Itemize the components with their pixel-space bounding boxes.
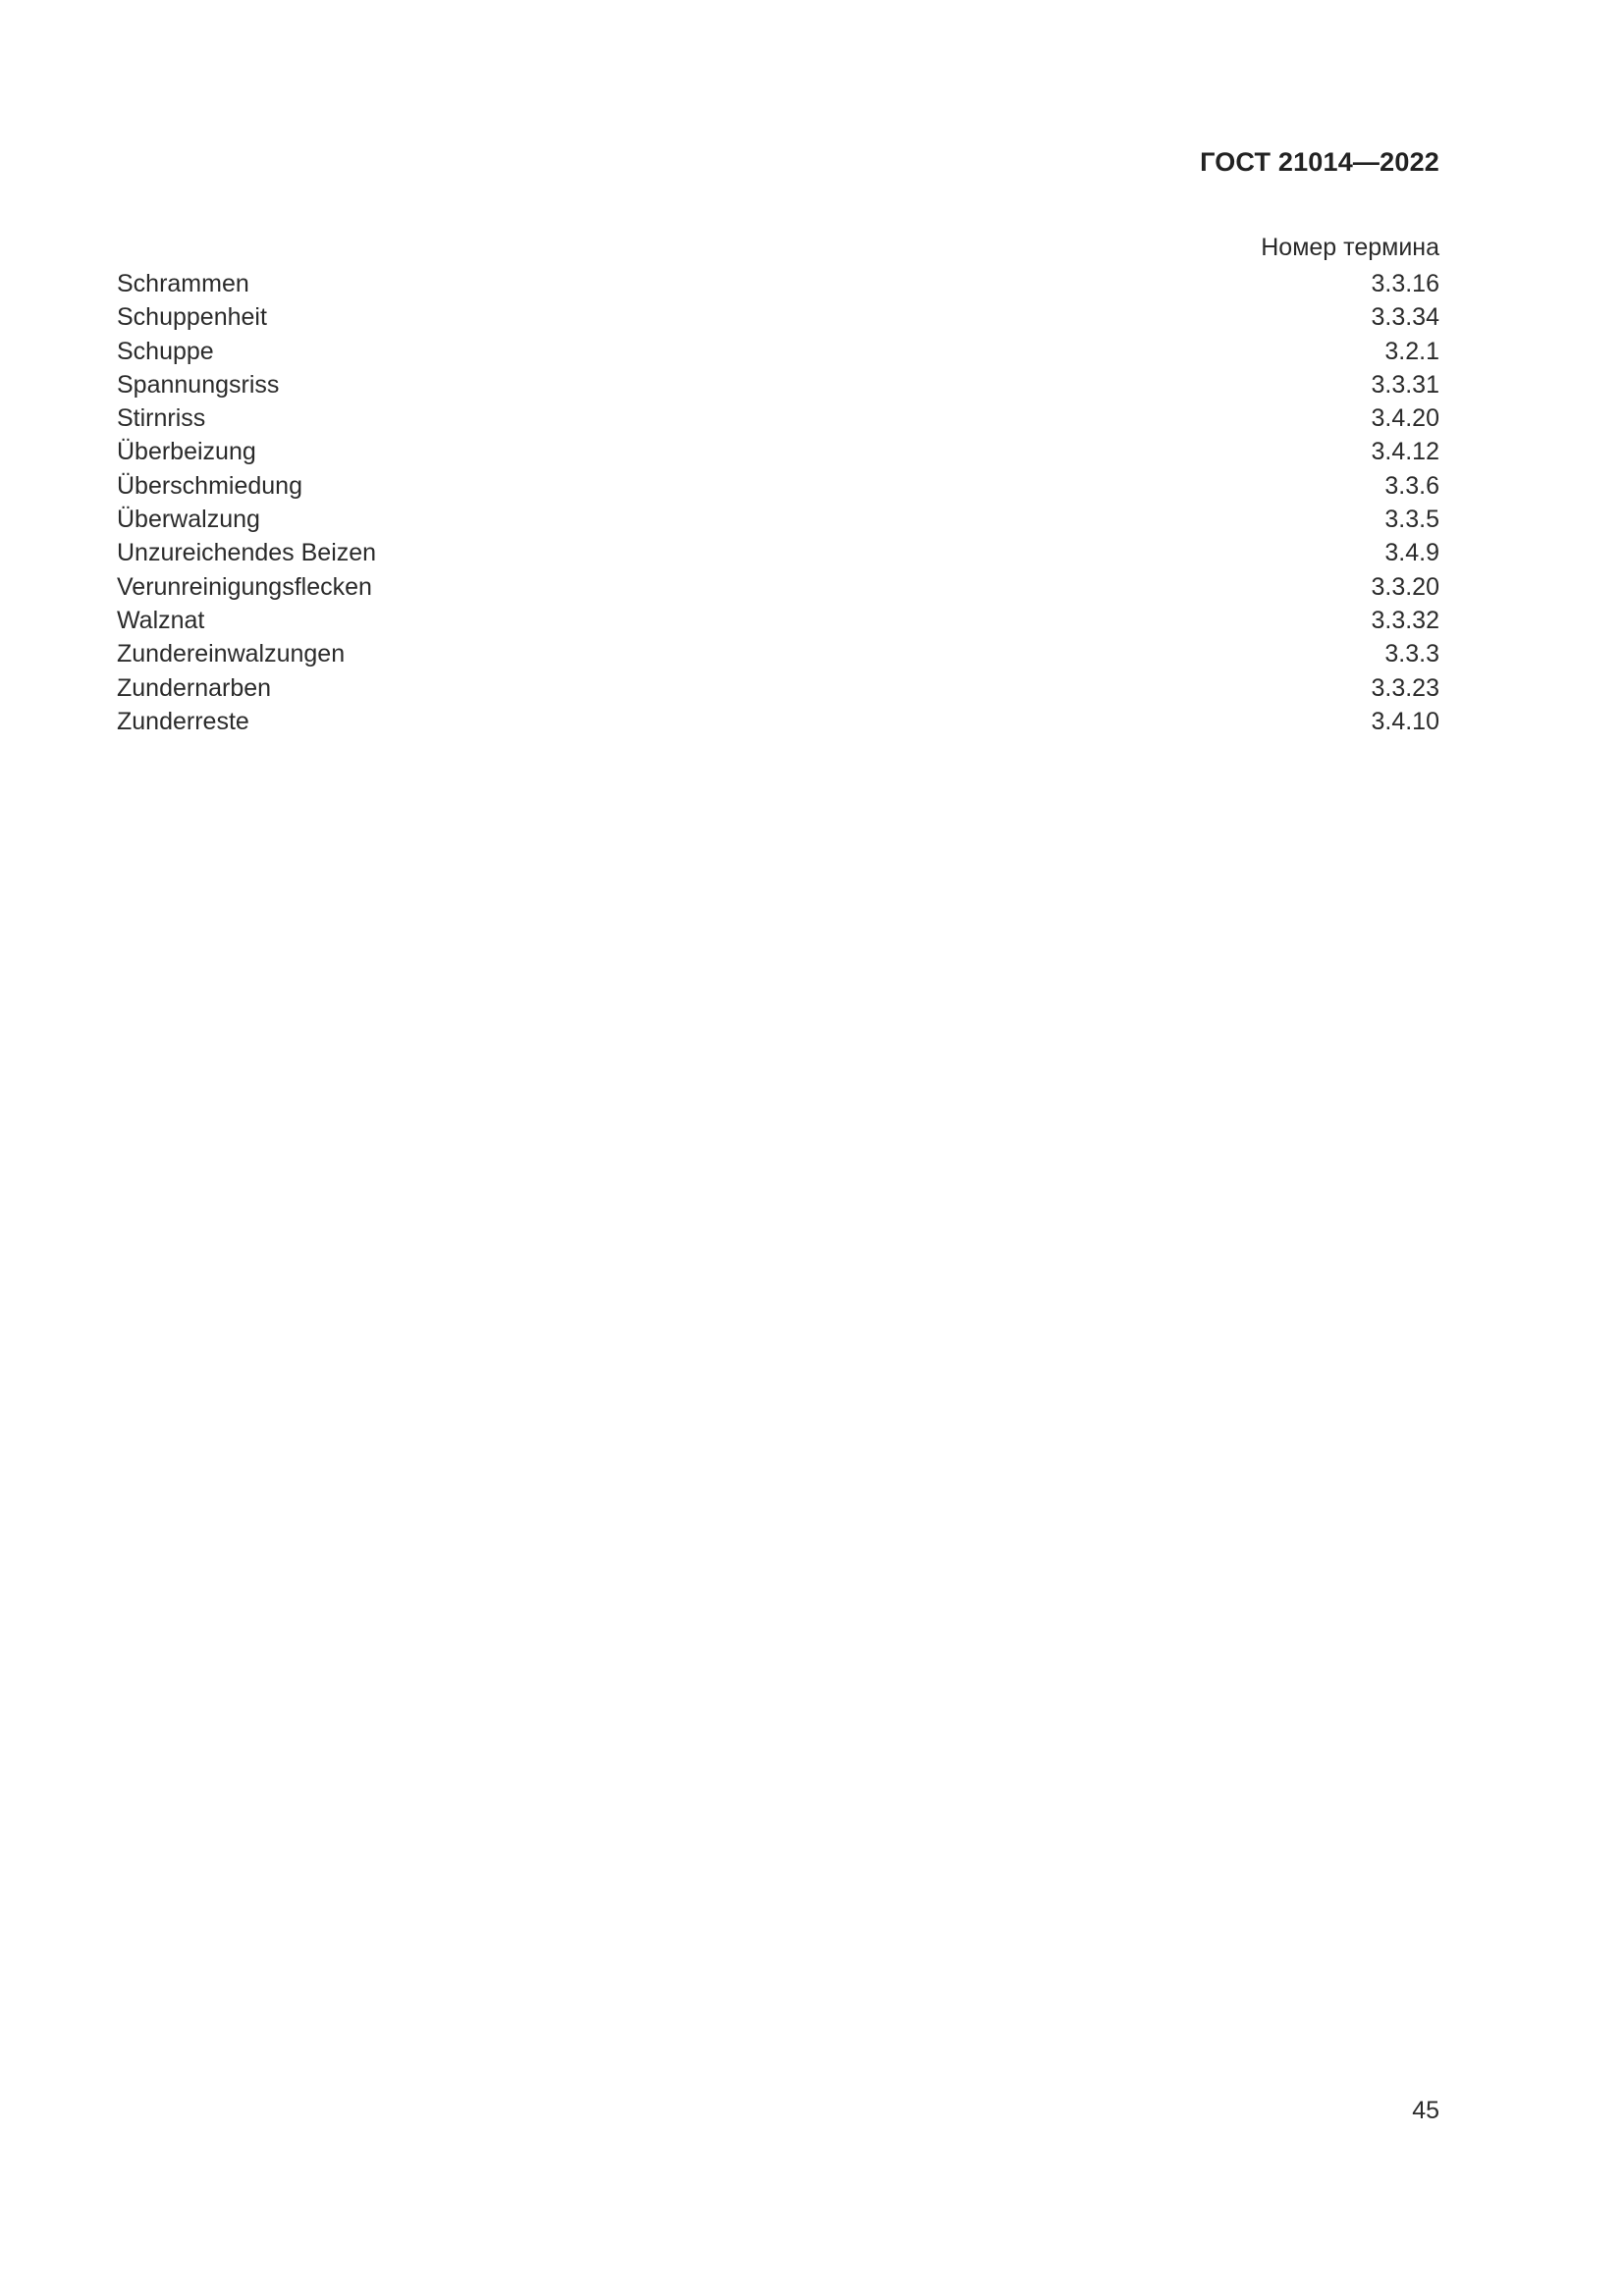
index-term-number: 3.4.10 <box>1371 707 1439 735</box>
index-term: Schuppenheit <box>117 303 267 332</box>
index-term: Zunderreste <box>117 707 249 735</box>
index-term-number: 3.4.9 <box>1384 539 1439 567</box>
index-term-number: 3.3.6 <box>1384 471 1439 500</box>
document-code-header: ГОСТ 21014—2022 <box>1200 147 1439 177</box>
index-term-number: 3.3.34 <box>1371 303 1439 332</box>
index-term-number: 3.2.1 <box>1384 337 1439 365</box>
index-term: Walznat <box>117 606 205 634</box>
index-term: Unzureichendes Beizen <box>117 539 377 567</box>
index-row <box>117 503 1439 536</box>
index-term: Zundernarben <box>117 673 272 702</box>
index-term-number: 3.3.31 <box>1371 370 1439 399</box>
index-row <box>117 267 1439 300</box>
index-term-number: 3.4.12 <box>1371 438 1439 466</box>
index-term-number: 3.3.5 <box>1384 506 1439 534</box>
page-number: 45 <box>1412 2097 1439 2124</box>
index-row <box>117 671 1439 705</box>
index-row <box>117 570 1439 604</box>
index-term-number: 3.3.16 <box>1371 270 1439 297</box>
index-row <box>117 401 1439 435</box>
index-term-number: 3.3.20 <box>1371 572 1439 601</box>
index-term-number: 3.3.3 <box>1384 640 1439 668</box>
index-term-number: 3.3.32 <box>1371 606 1439 634</box>
index-term-number: 3.3.23 <box>1371 673 1439 702</box>
index-row <box>117 368 1439 401</box>
term-number-column-header: Номер термина <box>1261 234 1439 261</box>
index-term: Schuppe <box>117 337 214 365</box>
index-term-number: 3.4.20 <box>1371 404 1439 433</box>
index-row <box>117 469 1439 503</box>
index-row <box>117 705 1439 738</box>
index-row <box>117 300 1439 334</box>
index-term: Stirnriss <box>117 404 206 433</box>
index-row <box>117 435 1439 468</box>
index-term: Überbeizung <box>117 438 256 466</box>
term-index-list <box>117 267 1439 738</box>
index-row <box>117 604 1439 637</box>
index-term: Überwalzung <box>117 506 260 534</box>
index-term: Schrammen <box>117 270 249 297</box>
index-row <box>117 536 1439 569</box>
index-term: Verunreinigungsflecken <box>117 572 372 601</box>
index-term: Überschmiedung <box>117 471 302 500</box>
index-term: Zundereinwalzungen <box>117 640 346 668</box>
index-term: Spannungsriss <box>117 370 280 399</box>
index-row <box>117 335 1439 368</box>
index-row <box>117 637 1439 670</box>
